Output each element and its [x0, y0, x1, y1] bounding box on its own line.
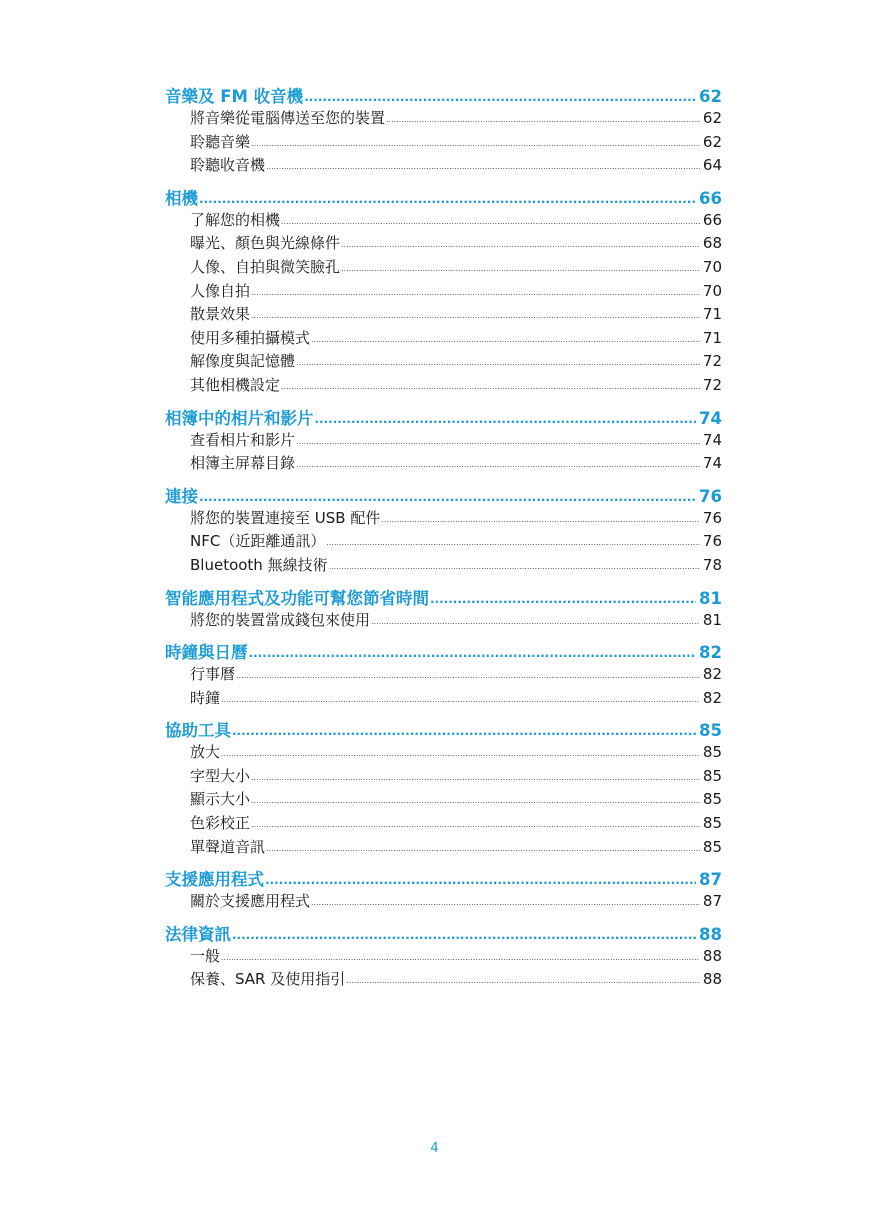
dot-leader	[311, 898, 700, 907]
section-page-number: 82	[702, 665, 722, 684]
dot-leader	[232, 928, 696, 942]
toc-section[interactable]	[165, 107, 722, 131]
toc-chapter[interactable]	[165, 866, 722, 890]
chapter-title: 相機	[165, 188, 198, 208]
section-title: 聆聽收音機	[190, 156, 266, 175]
chapter-page-number: 62	[699, 87, 722, 106]
chapter-title: 連接	[165, 486, 198, 506]
dot-leader	[329, 562, 700, 571]
chapter-page-number: 82	[699, 643, 722, 663]
toc-section[interactable]	[165, 945, 722, 969]
section-page-number: 85	[702, 766, 722, 785]
dot-leader	[251, 820, 700, 829]
chapter-title: 法律資訊	[165, 924, 231, 944]
section-page-number: 76	[702, 508, 722, 527]
section-title: 放大	[190, 743, 221, 762]
section-page-number: 62	[702, 109, 722, 127]
section-page-number: 71	[702, 328, 722, 347]
dot-leader	[346, 976, 700, 985]
section-title: 散景效果	[190, 305, 251, 324]
dot-leader	[251, 311, 700, 320]
section-page-number: 88	[702, 970, 722, 989]
toc-chapter[interactable]	[165, 483, 722, 507]
section-title: 色彩校正	[190, 814, 251, 833]
section-page-number: 68	[702, 234, 722, 253]
chapter-page-number: 87	[699, 870, 722, 890]
dot-leader	[221, 749, 700, 758]
chapter-title: 相簿中的相片和影片	[165, 408, 314, 428]
section-title: 聆聽音樂	[190, 132, 251, 151]
toc-section[interactable]	[165, 741, 722, 765]
section-title: 時鐘	[190, 688, 221, 707]
dot-leader	[251, 288, 700, 297]
section-page-number: 76	[702, 532, 722, 551]
section-title: 一般	[190, 946, 221, 965]
section-page-number: 74	[702, 430, 722, 449]
toc-section[interactable]	[165, 280, 722, 304]
dot-leader	[265, 873, 696, 887]
section-title: 相簿主屏幕目錄	[190, 454, 296, 473]
section-title: 人像自拍	[190, 281, 251, 300]
dot-leader	[386, 115, 700, 124]
chapter-page-number: 76	[699, 486, 722, 506]
page-number: 4	[430, 1141, 439, 1156]
dot-leader	[221, 695, 700, 704]
toc-section[interactable]	[165, 836, 722, 860]
section-page-number: 74	[702, 454, 722, 473]
chapter-title: 支援應用程式	[165, 870, 264, 890]
section-title: 將音樂從電腦傳送至您的裝置	[190, 109, 386, 127]
section-title: 單聲道音訊	[190, 837, 266, 856]
toc-section[interactable]	[165, 429, 722, 453]
section-title: 保養、SAR 及使用指引	[190, 970, 346, 989]
toc-section[interactable]	[165, 687, 722, 711]
toc-section[interactable]	[165, 452, 722, 476]
toc-chapter[interactable]	[165, 921, 722, 945]
section-page-number: 62	[702, 132, 722, 151]
section-page-number: 82	[702, 688, 722, 707]
dot-leader	[341, 264, 700, 273]
dot-leader	[236, 671, 700, 680]
section-title: 查看相片和影片	[190, 430, 296, 449]
dot-leader	[251, 796, 700, 805]
dot-leader	[199, 192, 696, 206]
dot-leader	[296, 460, 700, 469]
section-page-number: 72	[702, 375, 722, 394]
section-page-number: 70	[702, 281, 722, 300]
section-page-number: 70	[702, 257, 722, 276]
dot-leader	[232, 724, 696, 738]
toc-section[interactable]	[165, 350, 722, 374]
toc-section[interactable]	[165, 131, 722, 155]
toc-section[interactable]	[165, 788, 722, 812]
section-title: 關於支援應用程式	[190, 892, 311, 911]
toc-chapter[interactable]	[165, 405, 722, 429]
toc-section[interactable]	[165, 232, 722, 256]
dot-leader	[371, 617, 700, 626]
section-title: 字型大小	[190, 766, 251, 785]
chapter-page-number: 88	[699, 924, 722, 944]
chapter-title: 智能應用程式及功能可幫您節省時間	[165, 588, 429, 608]
section-page-number: 72	[702, 352, 722, 371]
dot-leader	[326, 538, 700, 547]
section-page-number: 85	[702, 837, 722, 856]
section-title: 曝光、顏色與光線條件	[190, 234, 341, 253]
chapter-page-number: 85	[699, 721, 722, 741]
dot-leader	[296, 358, 700, 367]
section-title: 其他相機設定	[190, 375, 281, 394]
dot-leader	[304, 90, 696, 104]
toc-section[interactable]	[165, 530, 722, 554]
section-title: 解像度與記憶體	[190, 352, 296, 371]
dot-leader	[430, 592, 696, 606]
toc-section[interactable]	[165, 374, 722, 398]
section-title: NFC（近距離通訊）	[190, 532, 326, 551]
section-title: 將您的裝置當成錢包來使用	[190, 610, 371, 629]
toc-chapter[interactable]	[165, 639, 722, 663]
dot-leader	[251, 139, 700, 148]
toc-section[interactable]	[165, 327, 722, 351]
section-title: 行事曆	[190, 665, 236, 684]
chapter-title: 音樂及 FM 收音機	[165, 87, 304, 106]
toc-chapter[interactable]	[165, 585, 722, 609]
toc-section[interactable]	[165, 812, 722, 836]
section-title: 顯示大小	[190, 790, 251, 809]
section-title: 人像、自拍與微笑臉孔	[190, 257, 341, 276]
chapter-page-number: 81	[699, 588, 722, 608]
dot-leader	[381, 515, 700, 524]
dot-leader	[296, 437, 700, 446]
section-page-number: 64	[702, 156, 722, 175]
section-title: 了解您的相機	[190, 210, 281, 229]
dot-leader	[341, 240, 700, 249]
toc-section[interactable]	[165, 303, 722, 327]
toc-section[interactable]	[165, 890, 722, 914]
chapter-page-number: 74	[699, 408, 722, 428]
section-page-number: 87	[702, 892, 722, 911]
toc-section[interactable]	[165, 507, 722, 531]
chapter-title: 協助工具	[165, 721, 231, 741]
toc-section[interactable]	[165, 968, 722, 992]
section-title: Bluetooth 無線技術	[190, 555, 328, 574]
dot-leader	[266, 162, 700, 171]
section-title: 使用多種拍攝模式	[190, 328, 311, 347]
section-page-number: 88	[702, 946, 722, 965]
toc-section[interactable]	[165, 554, 722, 578]
dot-leader	[281, 382, 700, 391]
dot-leader	[281, 217, 700, 226]
table-of-contents	[165, 83, 722, 992]
toc-chapter[interactable]	[165, 717, 722, 741]
dot-leader	[311, 335, 700, 344]
section-page-number: 85	[702, 790, 722, 809]
dot-leader	[249, 646, 697, 660]
toc-section[interactable]	[165, 663, 722, 687]
dot-leader	[199, 490, 696, 504]
dot-leader	[266, 844, 700, 853]
section-page-number: 81	[702, 610, 722, 629]
toc-section[interactable]	[165, 154, 722, 178]
chapter-page-number: 66	[699, 188, 722, 208]
toc-section[interactable]	[165, 209, 722, 233]
toc-chapter[interactable]	[165, 83, 722, 107]
toc-section[interactable]	[165, 609, 722, 633]
section-title: 將您的裝置連接至 USB 配件	[190, 508, 381, 527]
toc-section[interactable]	[165, 765, 722, 789]
chapter-title: 時鐘與日曆	[165, 643, 248, 663]
section-page-number: 71	[702, 305, 722, 324]
section-page-number: 85	[702, 814, 722, 833]
section-page-number: 78	[702, 555, 722, 574]
toc-section[interactable]	[165, 256, 722, 280]
section-page-number: 66	[702, 210, 722, 229]
section-page-number: 85	[702, 743, 722, 762]
toc-chapter[interactable]	[165, 185, 722, 209]
dot-leader	[251, 773, 700, 782]
dot-leader	[221, 953, 700, 962]
dot-leader	[315, 412, 697, 426]
